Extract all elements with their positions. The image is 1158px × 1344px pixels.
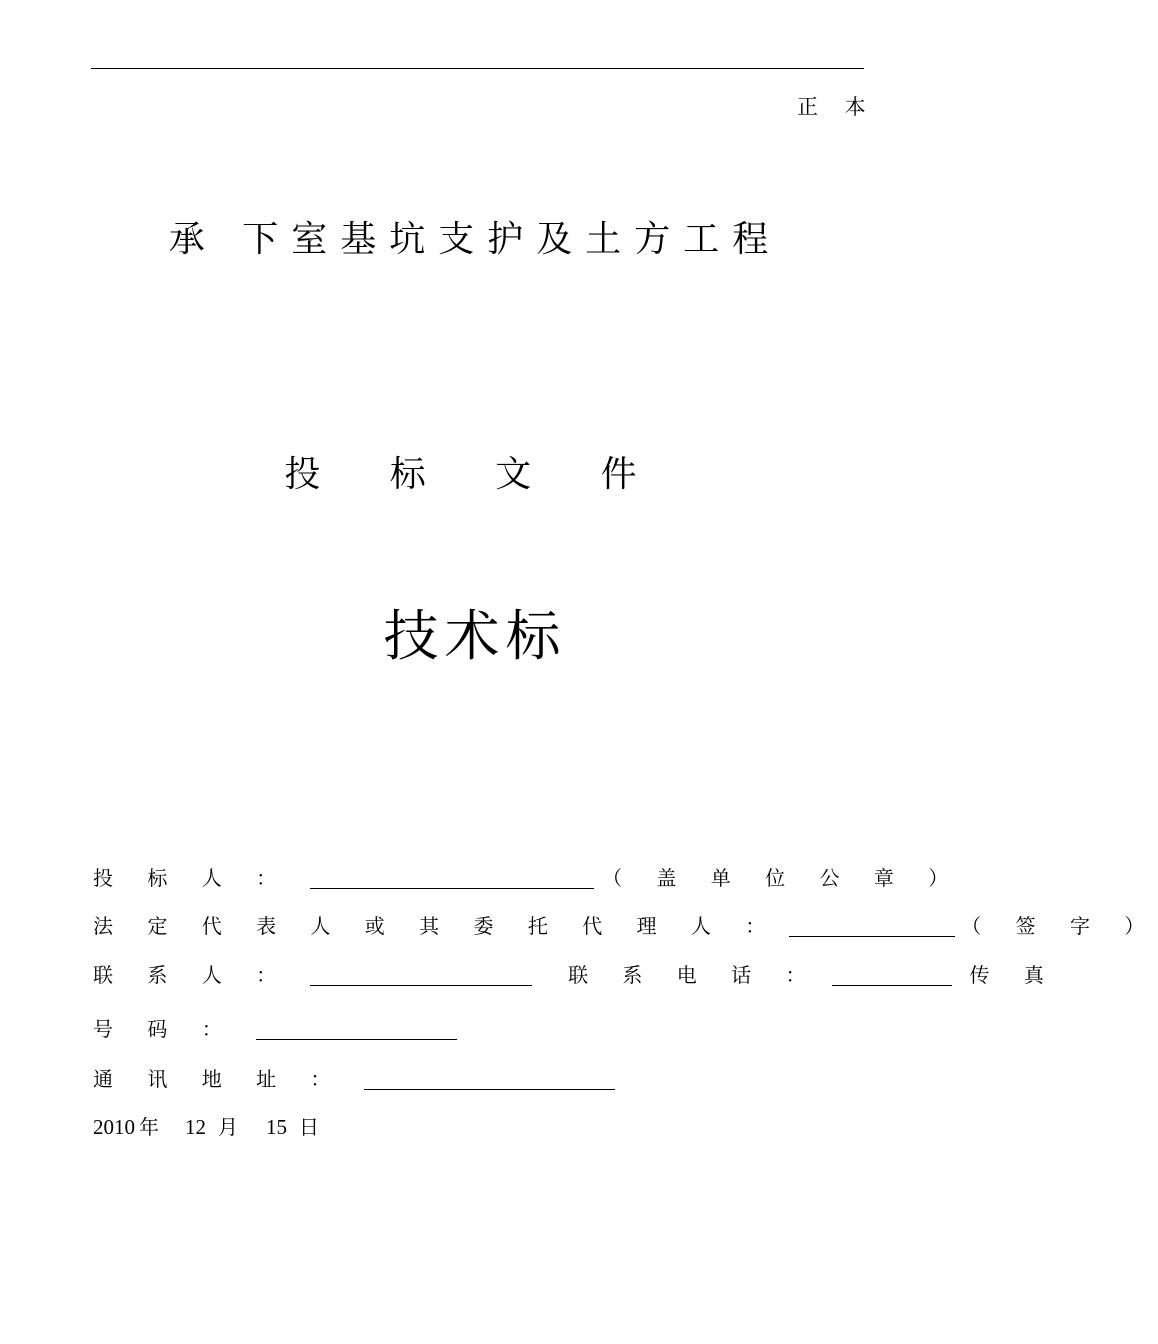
date-day: 15 (266, 1115, 287, 1139)
date-day-unit: 日 (299, 1115, 319, 1139)
date-year: 2010 (93, 1115, 135, 1139)
legal-rep-label: 法 定 代 表 人 或 其 委 托 代 理 人 ： (93, 914, 780, 938)
bidder-label: 投 标 人 ： (93, 866, 291, 890)
project-title: 承 下室基坑支护及土方工程 (168, 219, 782, 260)
bidder-blank[interactable] (310, 868, 594, 889)
fax-label: 传 真 (969, 963, 1058, 987)
bidder-note: （ 盖 单 位 公 章 ） (602, 866, 963, 890)
date-month-unit: 月 (218, 1115, 238, 1139)
legal-rep-blank[interactable] (789, 916, 955, 937)
section-title: 技术标 (383, 604, 567, 668)
contact-blank[interactable] (310, 965, 532, 986)
address-label: 通 讯 地 址 ： (93, 1067, 345, 1091)
fax-line (93, 1012, 457, 1042)
contact-line (93, 958, 1058, 988)
date-year-unit: 年 (139, 1115, 159, 1139)
fax-label-cont: 号 码 ： (93, 1017, 236, 1041)
date-line (93, 1110, 319, 1140)
address-line (93, 1062, 615, 1092)
header-rule (91, 68, 864, 69)
document-title: 投 标 文 件 (284, 454, 666, 495)
contact-label: 联 系 人 ： (93, 963, 291, 987)
legal-rep-line (93, 909, 1158, 939)
legal-rep-note: （ 签 字 ） (961, 914, 1158, 938)
fax-blank[interactable] (256, 1019, 457, 1040)
address-blank[interactable] (364, 1069, 615, 1090)
phone-label: 联 系 电 话 ： (568, 963, 820, 987)
bidder-line (93, 861, 962, 891)
copy-label: 正 本 (797, 95, 876, 119)
phone-blank[interactable] (832, 965, 952, 986)
date-month: 12 (185, 1115, 206, 1139)
